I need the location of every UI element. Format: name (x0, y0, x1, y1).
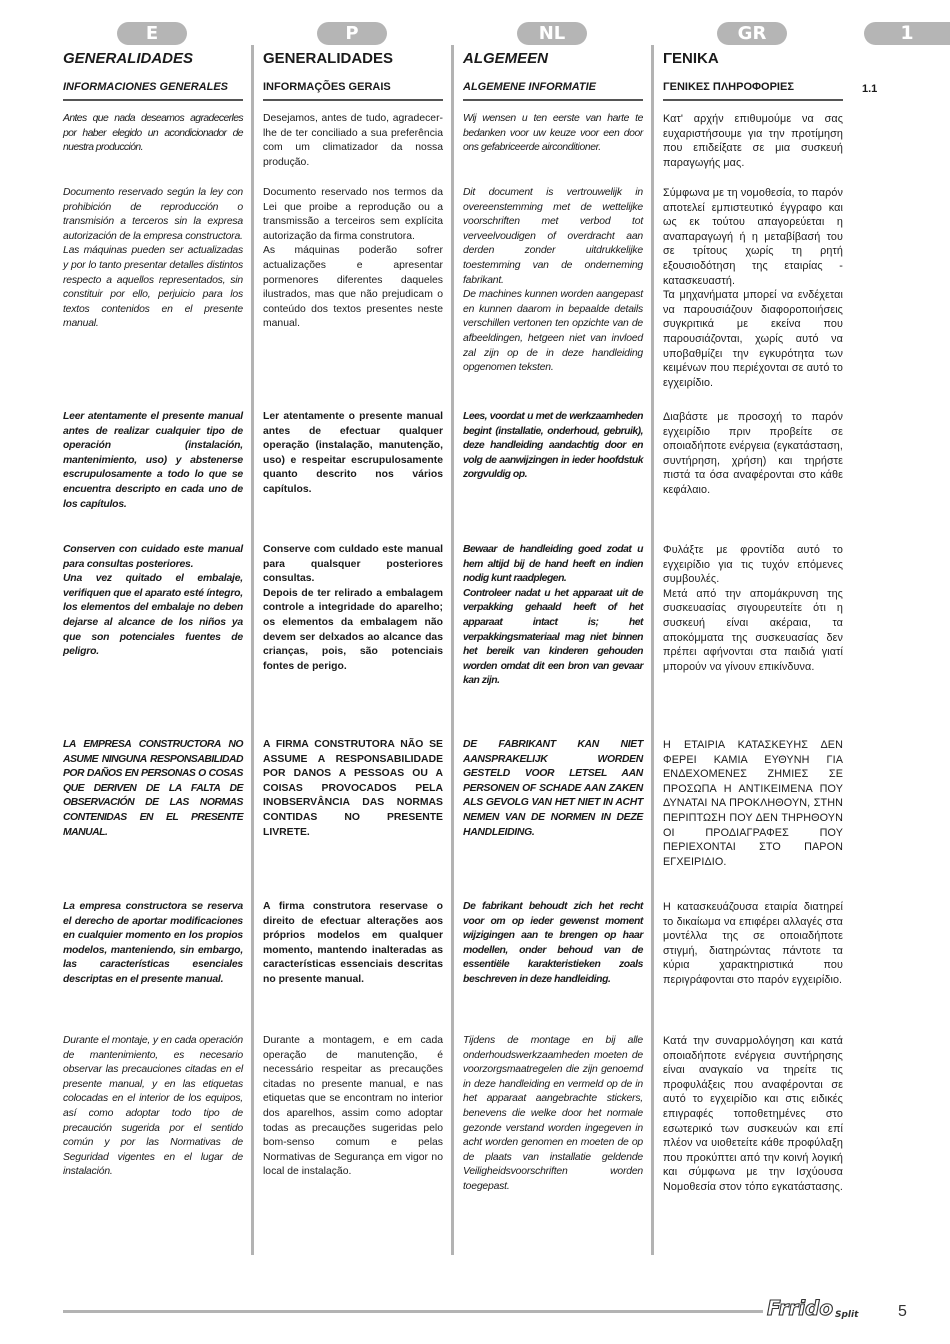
tab-dutch: NL (517, 22, 587, 45)
paragraph-read-manual: Διαβάστε με προσοχή το παρόν εγχειρίδιο πριν προβείτε σε οποιαδήποτε ενέργεια (εγκατάσταση, συντήρηση, χρήση) και τηρήστε πιστά τα όσα αναφέρονται στο κάθε κεφάλαιο. (663, 411, 843, 496)
column-divider (651, 45, 654, 1255)
paragraph-modifications: De fabrikant behoudt zich het recht voor om op ieder gewenst moment wijzigingen aan te brengen op haar modellen, onder behoud van de essentiële karakteristieken zoals beschreven in deze handleiding. (463, 901, 643, 985)
paragraph-precautions: Κατά την συναρμολόγηση και κατά οποιαδήποτε ενέργεια συντήρησης είναι αναγκαίο να τηρείτε τις προφυλάξεις που αναφέρονται σε αυτό το εγχειρίδιο και στις ειδικές επιγραφές τοποθετημένες στο εσωτερικό των συσκευών και επί πλέον να υιοθετείτε κάθε προφύλαξη που προκύπτει από την κοινή λογική και σύμφωνα με την Ισχύουσα Νομοθεσία στον τόπο εγκατάστασης. (663, 1035, 844, 1193)
paragraph-intro: Desejamos, antes de tudo, agradecer-lhe de ter conciliado a sua preferência com um climatizador da nossa produção. (263, 113, 443, 168)
column-divider (451, 45, 454, 1255)
heading: GENERALIDADES (263, 50, 394, 67)
paragraph-confidential: Documento reservado nos termos da Lei que proibe a reprodução ou a transmissão a terceiros sem explícita autorização da firma construtora. As máquinas poderão sofrer actualizações e apresentar pormenores diferentes daqueles ilustrados, mas que não prejudicam o conteúdo dos textos presentes neste manual. (263, 187, 443, 330)
paragraph-keep-manual: Conserve com culdado este manual para qualsquer posteriores consultas. Depois de ter relirado a embalagem controle a integridade do aparelho; os elementos da embalagem não devem ser delxados ao alcance das crianças, pois, são potenciais fontes de perigo. (263, 544, 443, 672)
brand-logo (765, 1293, 865, 1323)
paragraph-keep-manual: Φυλάξτε με φροντίδα αυτό το εγχειρίδιο για τις τυχόν επόμενες συμβουλές. Μετά από την απομάκρυνση της συσκευασίας σιγουρευτείτε ότι η συσκευή είναι ακέραια, τα αποκόμματα της συσκευασίας δεν πρέπει αφήνονται στα παιδιά γιατί μπορούν να γίνουν επικίνδυνα. (663, 544, 843, 673)
paragraph-liability: Η ΕΤΑΙΡΙΑ ΚΑΤΑΣΚΕΥΗΣ ΔΕΝ ΦΕΡΕΙ ΚΑΜΙΑ ΕΥΘΥΝΗ ΓΙΑ ΕΝΔΕΧΟΜΕΝΕΣ ΖΗΜΙΕΣ ΣΕ ΠΡΟΣΩΠΑ Η ΑΝΤΙΚΕΙΜΕΝΑ ΠΟΥ ΔΥΝΑΤΑΙ ΝΑ ΠΡΟΚΛΗΘΟΥΝ, ΣΤΗΝ ΠΕΡΙΠΤΩΣΗ ΠΟΥ ΔΕΝ ΤΗΡΗΘΟΥΝ ΟΙ ΠΡΟΔΙΑΓΡΑΦΕΣ ΠΟΥ ΠΕΡΙΕΧΟΝΤΑΙ ΣΤΟ ΠΑΡΟΝ ΕΓΧΕΙΡΙΔΙΟ. (663, 739, 843, 868)
subheading: ΓΕΝΙΚΕΣ ΠΛΗΡΟΦΟΡΙΕΣ (663, 81, 843, 101)
paragraph-liability: LA EMPRESA CONSTRUCTORA NO ASUME NINGUNA RESPONSABILIDAD POR DAÑOS EN PERSONAS O COSAS QUE DERIVEN DE LA FALTA DE OBSERVACIÓN DE LAS NORMAS CONTENIDAS EN EL PRESENTE MANUAL. (63, 739, 243, 838)
chapter-tab: 1 (864, 22, 950, 45)
logo-text: Frrido (767, 1296, 834, 1320)
paragraph-intro: Antes que nada deseamos agradecerles por haber elegido un acondicionador de nuestra producción. (63, 113, 243, 154)
footer-rule (63, 1310, 763, 1313)
paragraph-read-manual: Leer atentamente el presente manual antes de realizar cualquier tipo de operación (instalación, mantenimiento, uso) y abstenerse escrupulosamente a todo lo que se encuentra descripto en cada uno de los capítulos. (63, 411, 243, 510)
paragraph-keep-manual: Conserven con cuidado este manual para consultas posteriores. Una vez quitado el embalaje, verifiquen que el aparato esté íntegro, los elementos del embalaje no deben dejarse al alcance de los niños ya que son potenciales fuentes de peligro. (63, 544, 243, 658)
tab-greek: GR (717, 22, 787, 45)
paragraph-modifications: La empresa constructora se reserva el derecho de aportar modificaciones en cualquier momento en los propios modelos, manteniendo, sin embargo, las características esenciales descriptas en el presente manual. (63, 901, 243, 985)
paragraph-confidential: Documento reservado según la ley con prohibición de reproducción o transmisión a terceros sin la expresa autorización de la empresa constructora. Las máquinas pueden ser actualizadas y por lo tanto presentar detalles distintos respecto a aquellos representados, sin constituir por ello, perjuicio para los textos contenidos en el presente manual. (63, 187, 243, 330)
paragraph-intro: Κατ' αρχήν επιθυμούμε να σας ευχαριστήσουμε για την προτίμηση που επιδείξατε σε μια συσκευή παραγωγής μας. (663, 113, 843, 169)
paragraph-intro: Wij wensen u ten eerste van harte te bedanken voor uw keuze voor een door ons gefabriceerde airconditioner. (463, 113, 643, 154)
paragraph-modifications: A firma construtora reservase o direito de efectuar alterações aos próprios modelos em qualquer momento, mantendo inalteradas as características essenciais descritas no presente manual. (263, 901, 443, 985)
subheading: INFORMAÇÕES GERAIS (263, 81, 443, 101)
column-divider (251, 45, 254, 1255)
tab-spanish: E (117, 22, 187, 45)
paragraph-read-manual: Lees, voordat u met de werkzaamheden begint (installatie, onderhoud, gebruik), deze handleiding aandachtig door en volg de aanwijzingen in ieder hoofdstuk zorgvuldig op. (463, 411, 643, 481)
subheading: INFORMACIONES GENERALES (63, 81, 243, 101)
heading: ΓΕΝΙΚΑ (663, 50, 719, 67)
section-number: 1.1 (862, 83, 878, 95)
paragraph-precautions: Tijdens de montage en bij alle onderhoudswerkzaamheden moeten de voorzorgsmaatregelen die zijn genoemd in deze handleiding en vermeld op de in het apparaat aangebrachte stickers, benevens die welke door het normale gezonde verstand worden ingegeven in acht worden genomen en moeten de op de plaats van installatie geldende Veiligheidsvoorschriften worden toegepast. (463, 1035, 643, 1192)
paragraph-liability: DE FABRIKANT KAN NIET AANSPRAKELIJK WORDEN GESTELD VOOR LETSEL AAN PERSONEN OF SCHADE AAN ZAKEN ALS GEVOLG VAN HET NIET IN ACHT NEMEN VAN DE NORMEN IN DEZE HANDLEIDING. (463, 739, 643, 838)
page-number: 5 (898, 1303, 907, 1320)
tab-portuguese: P (317, 22, 387, 45)
paragraph-precautions: Durante el montaje, y en cada operación de mantenimiento, es necesario observar las precauciones citadas en el presente manual, y en las etiquetas colocadas en el interior de los equipos, así como adoptar todo tipo de precaución sugerida por el sentido común y por las Normativas de Seguridad vigentes en el lugar de instalación. (63, 1035, 243, 1178)
heading: GENERALIDADES (63, 50, 194, 67)
paragraph-keep-manual: Bewaar de handleiding goed zodat u hem altijd bij de hand heeft en indien nodig kunt raadplegen. Controleer nadat u het apparaat uit de verpakking gehaald heeft of het apparaat intact is; het verpakkingsmateriaal mag niet binnen het bereik van kinderen gehouden worden omdat dit een bron van gevaar kan zijn. (463, 544, 643, 687)
paragraph-modifications: Η κατασκευάζουσα εταιρία διατηρεί το δικαίωμα να επιφέρει αλλαγές στα μοντέλλα της σε οποιαδήποτε στιγμή, διατηρώντας πάντοτε τα κύρια χαρακτηριστικά που περιγράφονται στο παρόν εγχειρίδιο. (663, 901, 843, 986)
subheading: ALGEMENE INFORMATIE (463, 81, 643, 101)
logo-subtext: Split (835, 1310, 859, 1320)
paragraph-liability: A FIRMA CONSTRUTORA NÃO SE ASSUME A RESPONSABILIDADE POR DANOS A PESSOAS OU A COISAS PROVOCADOS PELA INOBSERVÂNCIA DAS NORMAS CONTIDAS NO PRESENTE LIVRETE. (263, 739, 443, 838)
paragraph-read-manual: Ler atentamente o presente manual antes de efectuar qualquer operação (instalação, manutenção, uso) e respeitar escrupulosamente quanto descrito nos vários capítulos. (263, 411, 443, 495)
paragraph-confidential: Dit document is vertrouwelijk in overeenstemming met de wettelijke voorschriften met verbod tot verveelvoudigen of overdracht aan derden zonder uitdrukkelijke toestemming van de onderneming fabrikant. De machines kunnen worden aangepast en kunnen daarom in bepaalde details verschillen vertonen ten opzichte van de afbeeldingen, hetgeen niet van invloed zal zijn op de in deze handleiding opgenomen teksten. (463, 187, 643, 374)
paragraph-confidential: Σύμφωνα με τη νομοθεσία, το παρόν αποτελεί εμπιστευτικό έγγραφο και ως εκ τούτου απαγορεύεται η αναπαραγωγή ή η μεταβίβασή του σε τρίτους χωρίς τη ρητή εξουσιοδότηση της εταιρίας - κατασκευαστή. Τα μηχανήματα μπορεί να ενδέχεται να παρουσιάζουν διαφοροποιήσεις συγκριτικά με εκείνα που παρουσιάζονται, χωρίς αυτό να υποβαθμίζει την εγκυρότητα των κειμένων που περιέχονται σε αυτό το εγχειρίδιο. (663, 187, 843, 389)
heading: ALGEMEEN (463, 50, 549, 67)
paragraph-precautions: Durante a montagem, e em cada operação de manutenção, é necessário respeitar as precauções citadas no presente manual, e nas etiquetas que se encontram no interior dos aparelhos, assim como adoptar todas as precauções sugeridas pelo bom-senso comum e pelas Normativas de Segurança em vigor no local de instalação. (263, 1035, 443, 1178)
